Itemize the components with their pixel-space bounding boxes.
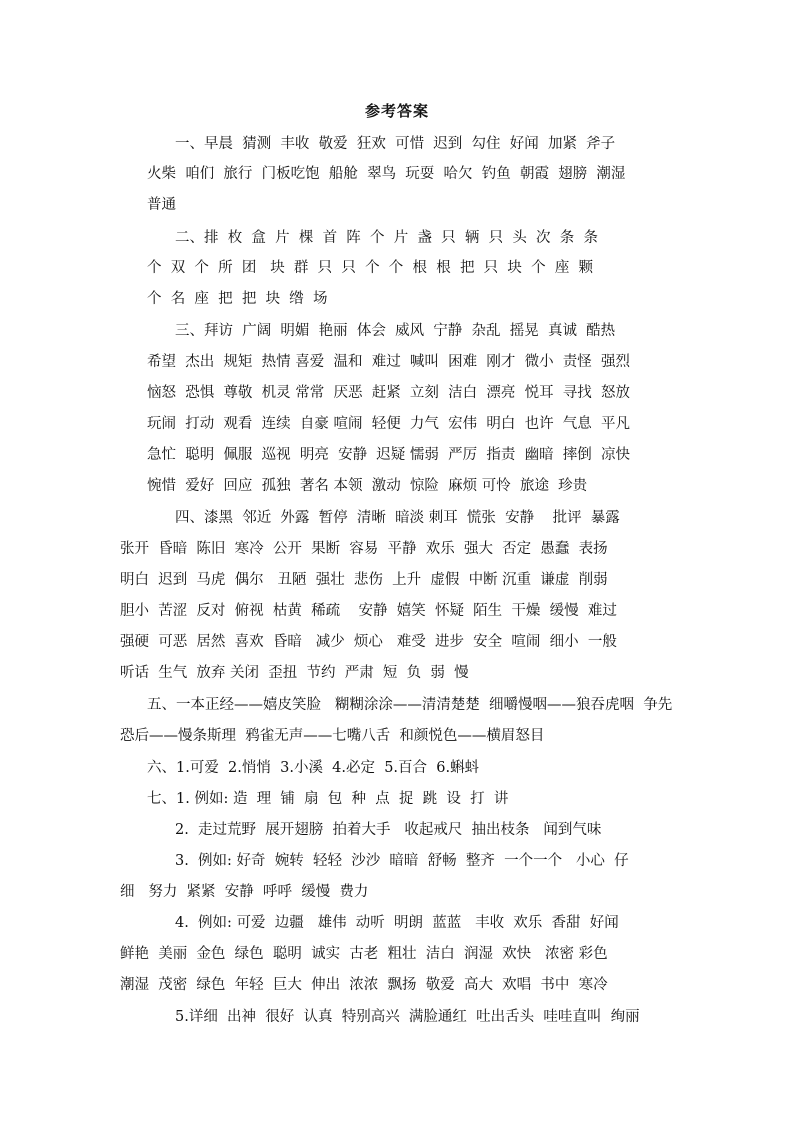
text-line: 听话 生气 放弃 关闭 歪扭 节约 严肃 短 负 弱 慢 <box>120 665 469 681</box>
text-line: 明白 迟到 马虎 偶尔 丑陋 强壮 悲伤 上升 虚假 中断 沉重 谦虚 削弱 <box>120 572 608 588</box>
text-line: 5.详细 出神 很好 认真 特别高兴 满脸通红 吐出舌头 哇哇直叫 绚丽 <box>175 1009 640 1025</box>
text-line: 四、漆黑 邻近 外露 暂停 清晰 暗淡 刺耳 慌张 安静 批评 暴露 <box>175 510 620 526</box>
text-line: 4. 例如: 可爱 边疆 雄伟 动听 明朗 蓝蓝 丰收 欢乐 香甜 好闻 <box>175 915 619 931</box>
text-line: 三、拜访 广阔 明媚 艳丽 体会 威风 宁静 杂乱 摇晃 真诚 酷热 <box>175 323 616 339</box>
text-line: 细 努力 紧紧 安静 呼呼 缓慢 费力 <box>120 884 369 900</box>
text-line: 火柴 咱们 旅行 门板吃饱 船舱 翠鸟 玩耍 哈欠 钓鱼 朝霞 翅膀 潮湿 <box>147 166 626 182</box>
text-line: 胆小 苦涩 反对 俯视 枯黄 稀疏 安静 嬉笑 怀疑 陌生 干燥 缓慢 难过 <box>120 603 617 619</box>
text-line: 恼怒 恐惧 尊敬 机灵 常常 厌恶 赶紧 立刻 洁白 漂亮 悦耳 寻找 怒放 <box>147 385 631 401</box>
text-line: 张开 昏暗 陈旧 寒冷 公开 果断 容易 平静 欢乐 强大 否定 愚蠢 表扬 <box>120 541 608 557</box>
text-line: 2. 走过荒野 展开翅膀 拍着大手 收起戒尺 抽出枝条 闻到气味 <box>175 822 602 838</box>
text-line: 3. 例如: 好奇 婉转 轻轻 沙沙 暗暗 舒畅 整齐 一个一个 小心 仔 <box>175 853 629 869</box>
text-line: 玩闹 打动 观看 连续 自豪 喧闹 轻便 力气 宏伟 明白 也许 气息 平凡 <box>147 416 631 432</box>
text-line: 恐后——慢条斯理 鸦雀无声——七嘴八舌 和颜悦色——横眉怒目 <box>120 728 545 744</box>
text-line: 惋惜 爱好 回应 孤独 著名 本领 激动 惊险 麻烦 可怜 旅途 珍贵 <box>147 478 588 494</box>
text-line: 个 名 座 把 把 块 绺 场 <box>147 291 328 307</box>
text-line: 强硬 可恶 居然 喜欢 昏暗 减少 烦心 难受 进步 安全 喧闹 细小 一般 <box>120 634 617 650</box>
text-line: 潮湿 茂密 绿色 年轻 巨大 伸出 浓浓 飘扬 敬爱 高大 欢唱 书中 寒冷 <box>120 977 608 993</box>
text-line: 七、1. 例如: 造 理 铺 扇 包 种 点 捉 跳 设 打 讲 <box>147 791 509 807</box>
text-line: 六、1.可爱 2.悄悄 3.小溪 4.必定 5.百合 6.蝌蚪 <box>147 760 480 776</box>
text-line: 一、早晨 猜测 丰收 敬爱 狂欢 可惜 迟到 勾住 好闻 加紧 斧子 <box>175 136 616 152</box>
text-line: 普通 <box>147 197 176 213</box>
text-line: 急忙 聪明 佩服 巡视 明亮 安静 迟疑 懦弱 严厉 指责 幽暗 摔倒 凉快 <box>147 447 631 463</box>
text-line: 五、一本正经——嬉皮笑脸 糊糊涂涂——清清楚楚 细嚼慢咽——狼吞虎咽 争先 <box>147 697 673 713</box>
page-title: 参考答案 <box>364 102 429 120</box>
text-line: 鲜艳 美丽 金色 绿色 聪明 诚实 古老 粗壮 洁白 润湿 欢快 浓密 彩色 <box>120 946 608 962</box>
text-line: 二、排 枚 盒 片 棵 首 阵 个 片 盏 只 辆 只 头 次 条 条 <box>175 230 598 246</box>
text-line: 个 双 个 所 团 块 群 只 只 个 个 根 根 把 只 块 个 座 颗 <box>147 260 594 276</box>
text-line: 希望 杰出 规矩 热情 喜爱 温和 难过 喊叫 困难 刚才 微小 责怪 强烈 <box>147 354 631 370</box>
